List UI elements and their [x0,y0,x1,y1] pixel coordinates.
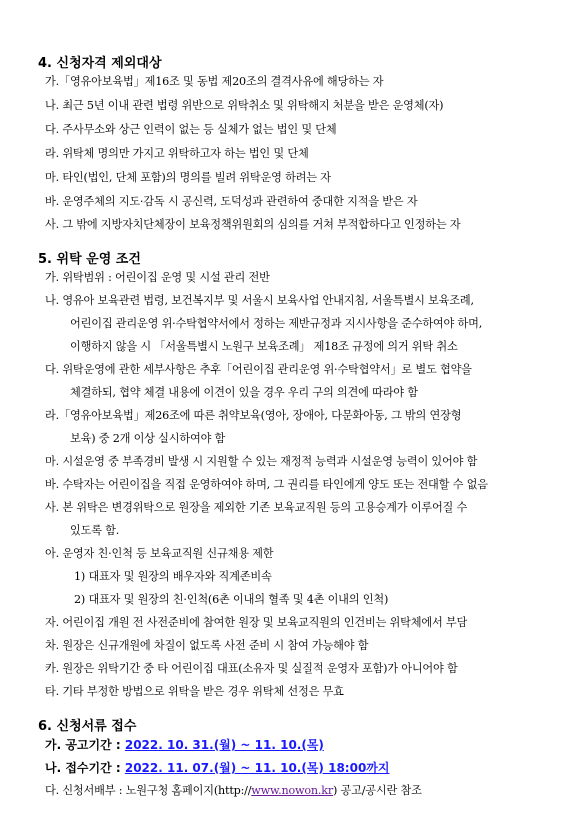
receipt-period-row [45,759,389,776]
section-5-line: 사. 본 위탁은 변경위탁으로 원장을 제외한 기존 보육교직원 등의 고용승계가 이루어질 수 [45,501,468,514]
section-5-line: 타. 기타 부정한 방법으로 위탁을 받은 경우 위탁체 선정은 무효 [45,685,344,698]
distribution-suffix: ) 공고/공시란 참조 [333,784,422,797]
section-5-subline: 1) 대표자 및 원장의 배우자와 직계존비속 [74,570,272,583]
section-6-title: 6. 신청서류 접수 [38,719,137,734]
section-4-item: 마. 타인(법인, 단체 포함)의 명의를 빌려 위탁운영 하려는 자 [45,171,331,184]
section-5-line: 차. 원장은 신규개원에 차질이 없도록 사전 준비 시 참여 가능해야 함 [45,639,369,652]
section-5-line: 라.「영유아보육법」제26조에 따른 취약보육(영아, 장애아, 다문화아동, 그 밖의 연장형 [45,409,462,422]
section-4-item: 다. 주사무소와 상근 인력이 없는 등 실체가 없는 법인 및 단체 [45,123,337,136]
section-4-item: 나. 최근 5년 이내 관련 법령 위반으로 위탁취소 및 위탁해지 처분을 받은 운영체(자) [45,99,444,112]
section-4-item: 라. 위탁체 명의만 가지고 위탁하고자 하는 법인 및 단체 [45,147,309,160]
section-4-title: 4. 신청자격 제외대상 [38,56,162,71]
section-5-line: 자. 어린이집 개원 전 사전준비에 참여한 원장 및 보육교직원의 인건비는 위탁체에서 부담 [45,616,468,629]
distribution-prefix: 다. 신청서배부 : 노원구청 홈페이지(http:// [45,784,252,797]
notice-period-value: 2022. 10. 31.(월) ~ 11. 10.(목) [124,738,324,752]
section-5-line: 카. 원장은 위탁기간 중 타 어린이집 대표(소유자 및 실질적 운영자 포함)가 아니어야 함 [45,662,458,675]
section-5-line: 마. 시설운영 중 부족경비 발생 시 지원할 수 있는 재정적 능력과 시설운영 능력이 있어야 함 [45,455,478,468]
nowon-website-link[interactable]: www.nowon.kr [251,784,333,797]
section-5-line: 체결하되, 협약 체결 내용에 이견이 있을 경우 우리 구의 의견에 따라야 함 [70,386,418,399]
section-5-line: 있도록 함. [70,524,120,537]
section-5-subline: 2) 대표자 및 원장의 친·인척(6촌 이내의 혈족 및 4촌 이내의 인척) [74,593,389,606]
section-5-line: 보육) 중 2개 이상 실시하여야 함 [70,432,226,445]
section-4-item: 사. 그 밖에 지방자치단체장이 보육정책위원회의 심의를 거쳐 부적합하다고 인정하는 자 [45,218,461,231]
notice-period-row [45,736,324,753]
section-5-title: 5. 위탁 운영 조건 [38,252,141,267]
section-5-line: 나. 영유아 보육관련 법령, 보건복지부 및 서울시 보육사업 안내지침, 서울특별시 보육조례, [45,294,474,307]
distribution-row [45,782,422,798]
section-5-line: 아. 운영자 친·인척 등 보육교직원 신규채용 제한 [45,547,274,560]
section-5-line: 가. 위탁범위 : 어린이집 운영 및 시설 관리 전반 [45,271,270,284]
section-5-line: 바. 수탁자는 어린이집을 직접 운영하여야 하며, 그 권리를 타인에게 양도 또는 전대할 수 없음 [45,478,488,491]
section-4-item: 가.「영유아보육법」제16조 및 동법 제20조의 결격사유에 해당하는 자 [45,75,384,88]
notice-period-label: 가. 공고기간 : [45,738,125,752]
receipt-period-value: 2022. 11. 07.(월) ~ 11. 10.(목) 18:00까지 [124,761,390,775]
section-5-line: 어린이집 관리운영 위·수탁협약서에서 정하는 제반규정과 지시사항을 준수하여야 하며, [70,317,483,330]
receipt-period-label: 나. 접수기간 : [45,761,125,775]
section-4-item: 바. 운영주체의 지도·감독 시 공신력, 도덕성과 관련하여 중대한 지적을 받은 자 [45,195,418,208]
section-5-line: 이행하지 않을 시 「서울특별시 노원구 보육조례」 제18조 규정에 의거 위탁 취소 [70,340,458,353]
section-5-line: 다. 위탁운영에 관한 세부사항은 추후「어린이집 관리운영 위·수탁협약서」로 별도 협약을 [45,363,472,376]
